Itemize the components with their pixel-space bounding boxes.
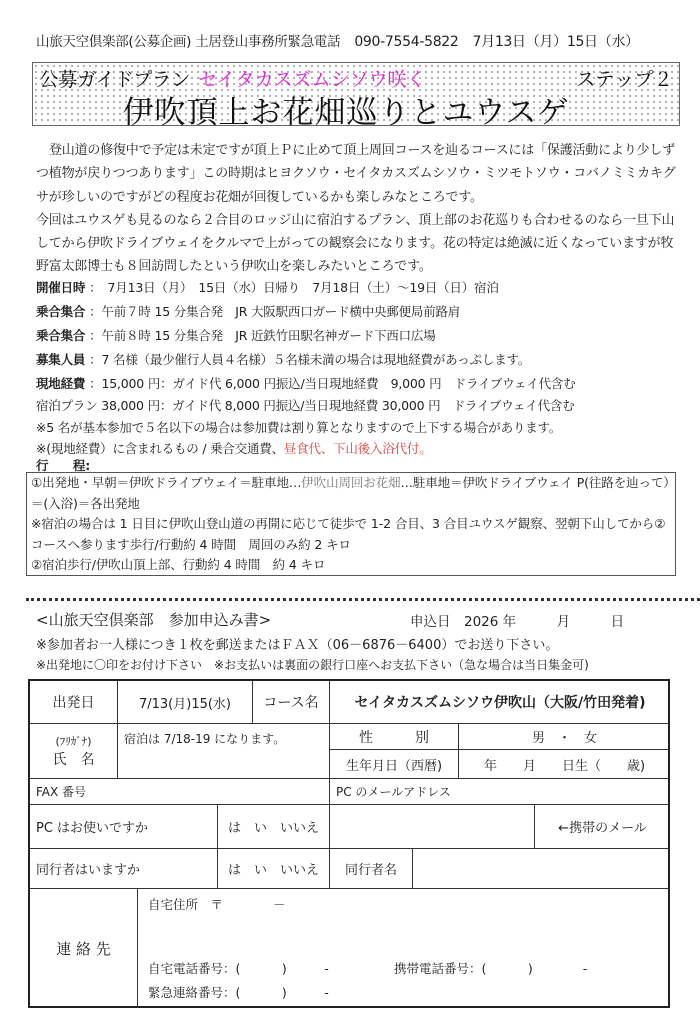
info-meet-1 (36, 302, 460, 320)
cost-value: ：15,000 円：ガイド代 6,000 円振込/当日現地経費 9,000 円 ドライブウェイ代含む (89, 376, 576, 391)
info-meet-2 (36, 326, 436, 344)
itinerary-line-3: ②宿泊歩行/伊吹山頂上部、行動約 4 時間 約 4 キロ (31, 557, 326, 572)
depart-label: 出発日 (30, 681, 118, 724)
gender-label: 性 別 (330, 724, 459, 750)
info-stay-plan: 宿泊プラン 38,000 円：ガイド代 8,000 円振込/当日現地経費 30,000 円 ドライブウェイ代含む (36, 398, 575, 413)
plan-label: 公募ガイドプラン (39, 68, 190, 91)
note2-prefix: ※(現地経費）に含まれるもの / 乗合交通費、 (36, 441, 284, 456)
name-label-cell (30, 724, 118, 779)
pc-use-label: PC はお使いですか (30, 805, 218, 849)
address-input[interactable]: 自宅住所 〒 － (148, 897, 286, 912)
itin-1b: 伊吹山周回お花畑 (301, 475, 401, 490)
gender-select[interactable]: 男 ・ 女 (459, 724, 670, 750)
name-label: 氏 名 (52, 752, 95, 768)
meet2-label: 乗合集合 (36, 328, 86, 343)
info-date (36, 278, 499, 296)
fax-label: FAX 番号 (36, 785, 87, 799)
form-note-1: ※参加者お一人様につき１枚を郵送またはＦＡＸ（06－6876－6400）でお送り下さい。 (36, 638, 559, 653)
step-label: ステップ２ (575, 68, 673, 91)
application-form-table (28, 679, 670, 1008)
meet1-value: ：午前７時 15 分集合発 JR 大阪駅西口ガード横中央郵便局前路肩 (89, 304, 461, 319)
info-capacity (36, 350, 530, 368)
pc-mail-label: PC のメールアドレス (336, 785, 451, 799)
header-line (36, 30, 639, 51)
date-value: ： 7月13日（月） 15日（水）日帰り 7月18日（土）～19日（日）宿泊 (89, 280, 499, 295)
description (36, 139, 676, 279)
itinerary-line-1 (31, 473, 671, 514)
plan-highlight: セイタカスズムシソウ咲く (197, 68, 426, 91)
org-emergency-label: 山旅天空倶楽部(公募企画) 土居登山事務所緊急電話 (36, 34, 341, 50)
apply-date: 申込日 2026 年 月 日 (410, 614, 625, 630)
depart-value: 7/13(月)15(水) (118, 681, 253, 724)
cut-line (26, 598, 700, 601)
info-cost (36, 374, 576, 392)
meet1-label: 乗合集合 (36, 304, 86, 319)
pc-use-choice[interactable]: は い いいえ (218, 805, 330, 849)
companion-name-input[interactable] (413, 849, 670, 889)
companion-label: 同行者はいますか (30, 849, 218, 889)
description-paragraph-2: 今回はユウスゲも見るのなら２合目のロッジ山に宿泊するプラン、頂上部のお花巡りも合わせるのなら一旦下山してから伊吹ドライブウェイをクルマで上がっての観察会になります。花の特定は絶滅に近くなっていますが牧野富太郎博士も８回訪問したという伊吹山を楽しみたいところです。 (36, 212, 675, 275)
info-note-1: ※5 名が基本参加で５名以下の場合は参加費は割り算となりますので上下する場合があります。 (36, 420, 562, 435)
capacity-value: ：7 名様（最少催行人員４名様）５名様未満の場合は現地経費があっぷします。 (89, 352, 531, 367)
meet2-value: ：午前８時 15 分集合発 JR 近鉄竹田駅名神ガード下西口広場 (89, 328, 436, 343)
cost-label: 現地経費 (36, 376, 86, 391)
birth-label: 生年月日（西暦) (330, 750, 459, 779)
itinerary-label: 行 程: (36, 458, 90, 473)
home-phone-input[interactable]: 自宅電話番号：( ) - (148, 961, 329, 976)
itinerary-box (26, 472, 676, 576)
info-note-2 (36, 439, 432, 457)
furigana-label: (ﾌﾘｶﾞﾅ) (55, 735, 92, 748)
emergency-phone: 090-7554-5822 (354, 34, 459, 50)
name-input[interactable] (118, 724, 330, 779)
companion-name-label: 同行者名 (330, 849, 413, 889)
header-dates: 7月13日（月）15日（水） (472, 34, 639, 50)
form-note-2: ※出発地に〇印をお付け下さい ※お支払いは裏面の銀行口座へお支払下さい（急な場合は当日集金可) (36, 658, 589, 672)
mobile-mail-label: ←携帯のメール (535, 805, 670, 849)
birth-input[interactable]: 年 月 日生（ 歳) (459, 750, 670, 779)
companion-choice[interactable]: は い いいえ (218, 849, 330, 889)
contact-inputs (138, 889, 670, 1008)
itin-1a: ①出発地・早朝＝伊吹ドライブウェイ＝駐車地… (31, 475, 302, 490)
date-label: 開催日時 (36, 280, 86, 295)
title-box (32, 62, 680, 131)
mobile-mail-input[interactable] (330, 805, 535, 849)
emergency-phone-input[interactable]: 緊急連絡番号：( ) - (148, 985, 329, 1000)
page-title: 伊吹頂上お花畑巡りとユウスゲ (122, 95, 570, 131)
fax-input[interactable] (30, 779, 330, 805)
itinerary-line-2: ※宿泊の場合は 1 日目に伊吹山登山道の再開に応じて徒歩で 1-2 合目、3 合目ユウスゲ観察、翌朝下山してから②コースへ参ります歩行/行動約 4 時間 周回のみ約 2 キロ (31, 516, 666, 552)
stay-note: 宿泊は 7/18-19 になります。 (124, 732, 286, 746)
itin-1c: …駐車地＝伊吹ドライブウェイ P(往路を辿って）＝(入浴)＝各出発地 (31, 475, 670, 511)
course-value: セイタカスズムシソウ伊吹山（大阪/竹田発着) (330, 681, 670, 724)
course-label: コース名 (253, 681, 330, 724)
description-paragraph-1: 登山道の修復中で予定は未定ですが頂上Ｐに止めて頂上周回コースを辿るコースには「保護活動により少しずつ植物が戻りつつあります」この時期はヒヨクソウ・セイタカスズムシソウ・ミツモトソウ・コバノミミカキグサが珍しいのですがどの程度お花畑が回復しているかも楽しみなところです。 (36, 143, 676, 205)
note2-red: 昼食代、下山後入浴代付。 (283, 441, 432, 456)
mobile-phone-input[interactable]: 携帯電話番号：( ) - (394, 961, 588, 976)
pc-mail-input[interactable] (330, 779, 670, 805)
contact-label: 連 絡 先 (30, 889, 138, 1008)
capacity-label: 募集人員 (36, 352, 86, 367)
form-title: <山旅天空倶楽部 参加申込み書> (36, 611, 272, 629)
